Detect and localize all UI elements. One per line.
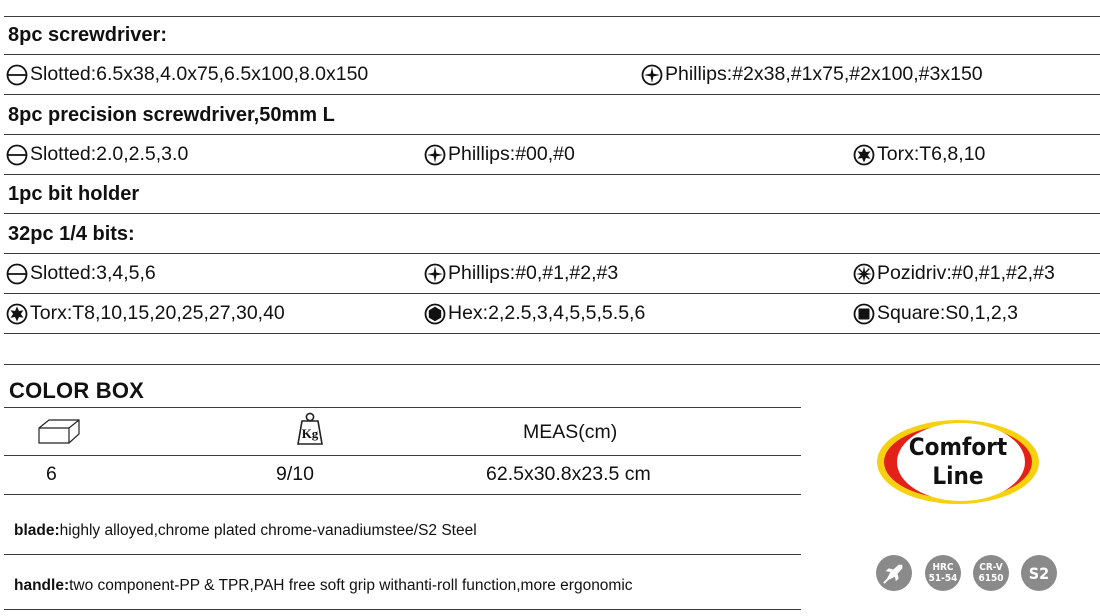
weight-kg-icon (296, 412, 324, 446)
spec-text: Torx:T6,8,10 (877, 143, 986, 165)
hrc-value: 51-54 (928, 573, 958, 584)
spec-text: Torx:T8,10,15,20,25,27,30,40 (30, 302, 285, 324)
box-icon (37, 417, 81, 445)
spec-text: Phillips:#2x38,#1x75,#2x100,#3x150 (665, 63, 983, 85)
comfort-line-logo (874, 418, 1042, 506)
handle-label: handle: (14, 577, 70, 594)
slotted-icon (6, 144, 28, 166)
handle-note (14, 577, 633, 595)
section-heading-precision: 8pc precision screwdriver,50mm L (8, 104, 335, 126)
torx-icon (6, 303, 28, 325)
section-heading-bits: 32pc 1/4 bits: (8, 223, 135, 245)
rule (4, 554, 801, 555)
rule (4, 293, 1100, 294)
hex-icon (424, 303, 446, 325)
spec-square (853, 302, 1018, 325)
weight-value: 9/10 (276, 463, 314, 485)
slotted-icon (6, 64, 28, 86)
spec-text: Square:S0,1,2,3 (877, 302, 1018, 324)
rule (4, 213, 1100, 214)
spec-phillips (424, 262, 618, 285)
weight-kg-label: Kg (301, 426, 319, 441)
crv-value: 6150 (978, 573, 1004, 584)
rule (4, 94, 1100, 95)
rule (4, 455, 801, 456)
rule (4, 333, 1100, 334)
rule (4, 407, 801, 408)
square-icon (853, 303, 875, 325)
spec-slotted (6, 262, 156, 285)
logo-line1: Comfort (908, 433, 1008, 461)
blade-note (14, 522, 477, 540)
spec-slotted (6, 143, 188, 166)
s2-label: S2 (1028, 563, 1050, 583)
meas-header: MEAS(cm) (523, 421, 618, 443)
spec-phillips (424, 143, 575, 166)
spec-pozidriv (853, 262, 1055, 285)
spec-text: Pozidriv:#0,#1,#2,#3 (877, 262, 1055, 284)
handle-text: two component-PP & TPR,PAH free soft grip withanti-roll function,more ergonomic (69, 577, 633, 594)
pozidriv-icon (853, 263, 875, 285)
spec-phillips (641, 63, 983, 86)
rule (4, 174, 1100, 175)
rule (4, 609, 801, 610)
spec-text: Phillips:#0,#1,#2,#3 (448, 262, 619, 284)
blade-label: blade: (14, 522, 60, 539)
crv-label: CR-V (979, 562, 1003, 573)
spec-text: Hex:2,2.5,3,4,5,5,5.5,6 (448, 302, 646, 324)
rocket-badge (876, 555, 912, 591)
spec-torx (6, 302, 285, 325)
spec-text: Slotted:6.5x38,4.0x75,6.5x100,8.0x150 (30, 63, 369, 85)
rule (4, 134, 1100, 135)
spec-text: Phillips:#00,#0 (448, 143, 575, 165)
rule (4, 494, 801, 495)
section-heading-bit-holder: 1pc bit holder (8, 183, 140, 205)
slotted-icon (6, 263, 28, 285)
rule (4, 364, 1100, 365)
rule (4, 253, 1100, 254)
blade-text: highly alloyed,chrome plated chrome-vanadiumstee/S2 Steel (59, 522, 477, 539)
hrc-badge (925, 555, 961, 591)
qty-value: 6 (46, 463, 57, 485)
phillips-icon (641, 64, 663, 86)
spec-text: Slotted:3,4,5,6 (30, 262, 156, 284)
phillips-icon (424, 144, 446, 166)
meas-value: 62.5x30.8x23.5 cm (486, 463, 651, 485)
section-heading-screwdriver: 8pc screwdriver: (8, 24, 167, 46)
spec-slotted (6, 63, 368, 86)
spec-hex (424, 302, 645, 325)
phillips-icon (424, 263, 446, 285)
color-box-title: COLOR BOX (9, 378, 145, 403)
rule (4, 16, 1100, 17)
s2-badge (1021, 555, 1057, 591)
rocket-icon (882, 561, 906, 585)
torx-icon (853, 144, 875, 166)
rule (4, 54, 1100, 55)
spec-text: Slotted:2.0,2.5,3.0 (30, 143, 189, 165)
crv-badge (973, 555, 1009, 591)
hrc-label: HRC (932, 562, 954, 573)
spec-torx (853, 143, 985, 166)
logo-line2: Line (932, 462, 984, 490)
